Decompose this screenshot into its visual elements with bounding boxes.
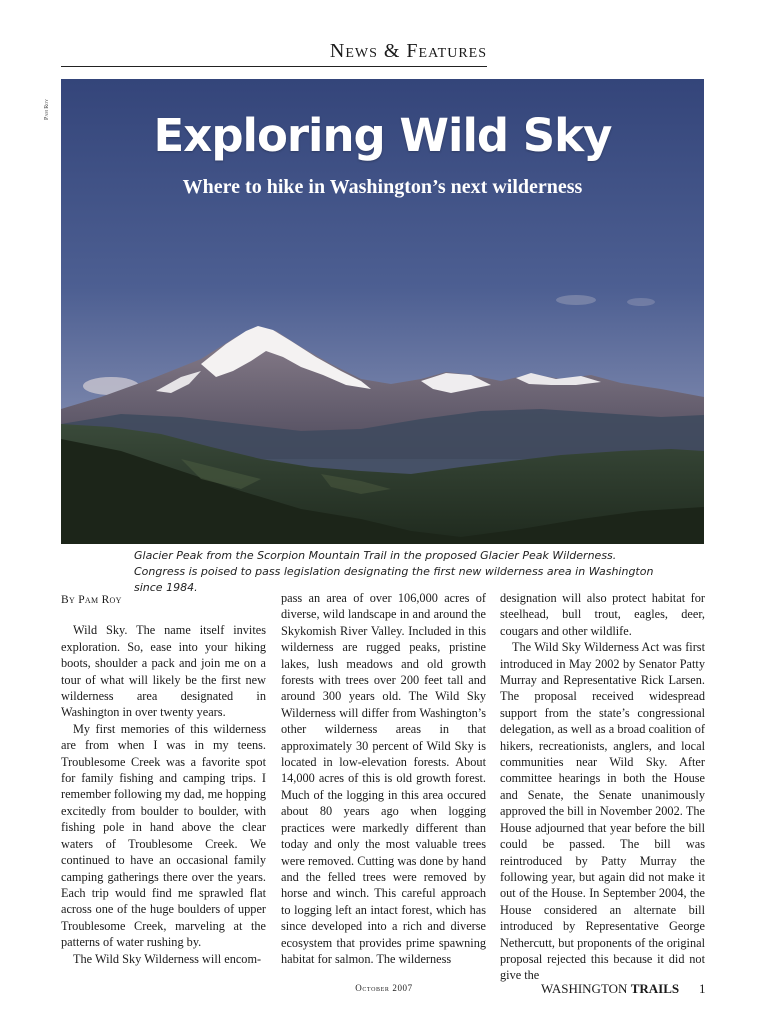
article-column-1 xyxy=(61,590,266,967)
paragraph: The Wild Sky Wilderness Act was first introduced in May 2002 by Senator Patty Murray and Representative Rick Larsen. The proposal received widespread support from the state’s congressional delegation, as well as a broad coalition of hikers, recreationists, anglers, and local communities near Wild Sky. After committee hearings in both the House and Senate, the Senate unanimously approved the bill in November 2002. The House adjourned that year before the bill could be passed. The bill was reintroduced by Patty Murray the following year, but again did not make it out of the House. In September 2004, the House considered an alternate bill introduced by Representative George Nethercutt, but proponents of the original proposal rejected this because it did not give the xyxy=(500,640,705,983)
paragraph: Wild Sky. The name itself invites exploration. So, ease into your hiking boots, shoulder a pack and join me on a tour of what will likely be the first new wilderness area designated in Washington in over twenty years. xyxy=(61,623,266,720)
magazine-name-bold: TRAILS xyxy=(630,981,680,996)
paragraph: designation will also protect habitat for steelhead, bull trout, eagles, deer, cougars and other wildlife. xyxy=(500,591,705,638)
hero-photo xyxy=(61,79,704,544)
issue-date: October 2007 xyxy=(355,983,413,993)
paragraph: My first memories of this wilderness are from when I was in my teens. Troublesome Creek was a favorite spot for family fishing and camping trips. I remember following my dad, me hopping excitedly from boulder to boulder, with fishing pole in hand above the clear waters of Troublesome Creek. We continued to have an occasional family camping gatherings there over the years. Each trip would find me sprawled flat across one of the huge boulders of upper Troublesome Creek, marveling at the patterns of water rushing by. xyxy=(61,721,266,950)
magazine-name xyxy=(541,981,679,997)
section-rule xyxy=(61,66,487,67)
page-number: 1 xyxy=(699,981,706,996)
byline: By Pam Roy xyxy=(61,594,122,606)
article-column-2 xyxy=(281,590,486,967)
article-subtitle: Where to hike in Washington’s next wilderness xyxy=(182,176,583,198)
photo-caption: Glacier Peak from the Scorpion Mountain Trail in the proposed Glacier Peak Wilderness. Congress is poised to pass legislation designating the first new wilderness area in Washington since 1984. xyxy=(134,549,654,594)
photo-credit: Pam Roy xyxy=(44,98,50,120)
magazine-name-regular: WASHINGTON xyxy=(541,981,628,996)
paragraph: pass an area of over 106,000 acres of diverse, wild landscape in and around the Skykomish River Valley. Included in this wilderness are rugged peaks, pristine lakes, lush meadows and old growth forests with trees over 200 feet tall and around 300 years old. The Wild Sky Wilderness will differ from Washington’s other wilderness areas in that approximately 30 percent of Wild Sky is located in low-elevation forests. About 14,000 acres of this is old growth forest. Much of the logging in this area occured about 80 years ago when logging practices were markedly different than today and only the most valuable trees were removed. Cutting was done by hand and the felled trees were removed by horse and winch. This careful approach to logging left an intact forest, which has since developed into a rich and diverse ecosystem that provides prime spawning habitat for salmon. The wilderness xyxy=(281,591,486,966)
article-title: Exploring Wild Sky xyxy=(153,109,612,162)
section-heading: News & Features xyxy=(329,40,487,62)
article-column-3 xyxy=(500,590,705,984)
paragraph: The Wild Sky Wilderness will encom- xyxy=(73,951,262,966)
